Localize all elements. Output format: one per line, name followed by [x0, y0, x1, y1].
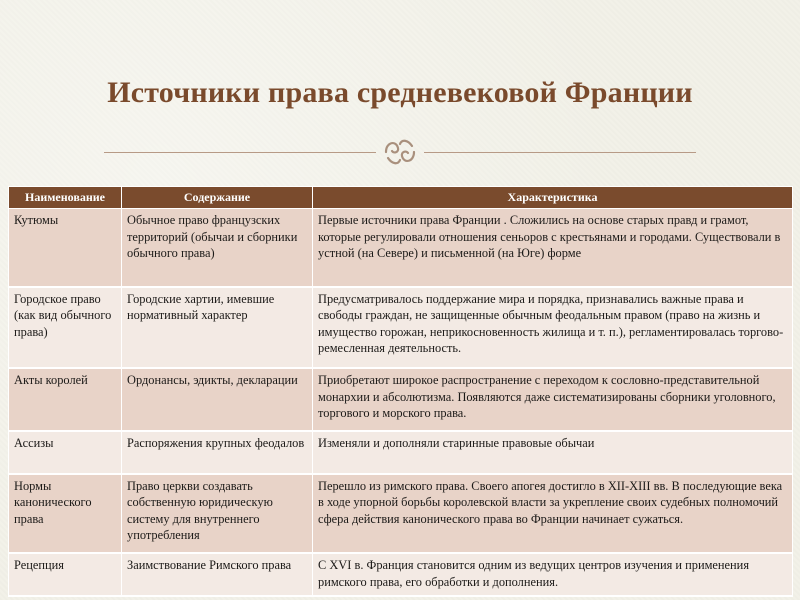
header-characteristic: Характеристика [313, 187, 793, 209]
table-row [9, 368, 793, 431]
cell-content: Распоряжения крупных феодалов [122, 431, 313, 474]
cell-characteristic: Первые источники права Франции . Сложились на основе старых правд и грамот, которые регулировали отношения сеньоров с крестьянами и городами. Существовали в устной (на Севере) и письменной (на Юге) форме [313, 209, 793, 287]
cell-name: Акты королей [9, 368, 122, 431]
sources-table [8, 186, 793, 597]
cell-name: Рецепция [9, 553, 122, 596]
table-row [9, 287, 793, 368]
cell-name: Нормы канонического права [9, 474, 122, 553]
title-divider-right [424, 152, 696, 153]
cell-name: Кутюмы [9, 209, 122, 287]
table-row [9, 431, 793, 474]
cell-characteristic: Приобретают широкое распространение с переходом к сословно-представительной монархии и абсолютизма. Появляются даже систематизированы сборники уголовного, торгового и морского права. [313, 368, 793, 431]
cell-content: Право церкви создавать собственную юридическую систему для внутреннего употребления [122, 474, 313, 553]
table-header-row [9, 187, 793, 209]
cell-name: Ассизы [9, 431, 122, 474]
cell-content: Городские хартии, имевшие нормативный характер [122, 287, 313, 368]
title-divider-left [104, 152, 376, 153]
header-name: Наименование [9, 187, 122, 209]
cell-characteristic: Изменяли и дополняли старинные правовые обычаи [313, 431, 793, 474]
cell-content: Обычное право французских территорий (обычаи и сборники обычного права) [122, 209, 313, 287]
table-row [9, 209, 793, 287]
header-content: Содержание [122, 187, 313, 209]
sources-table-container [8, 186, 792, 597]
table-row [9, 474, 793, 553]
cell-characteristic: Предусматривалось поддержание мира и порядка, признавались важные права и свободы граждан, не защищенные обычным феодальным правом (право на жизнь и имущество горожан, неприкосновенность жилища и т. п.), регламентировалась торгово-ремесленная деятельность. [313, 287, 793, 368]
cell-characteristic: Перешло из римского права. Своего апогея достигло в XII-XIII вв. В последующие века в ходе упорной борьбы королевской власти за укрепление своих судебных полномочий сфера действия канонического права во Франции начинает сужаться. [313, 474, 793, 553]
cell-name: Городское право (как вид обычного права) [9, 287, 122, 368]
cell-characteristic: С XVI в. Франция становится одним из ведущих центров изучения и применения римского права, его обработки и дополнения. [313, 553, 793, 596]
slide-title: Источники права средневековой Франции [107, 76, 693, 109]
cell-content: Заимствование Римского права [122, 553, 313, 596]
table-row [9, 553, 793, 596]
cell-content: Ордонансы, эдикты, декларации [122, 368, 313, 431]
fleuron-ornament-icon [380, 134, 420, 170]
